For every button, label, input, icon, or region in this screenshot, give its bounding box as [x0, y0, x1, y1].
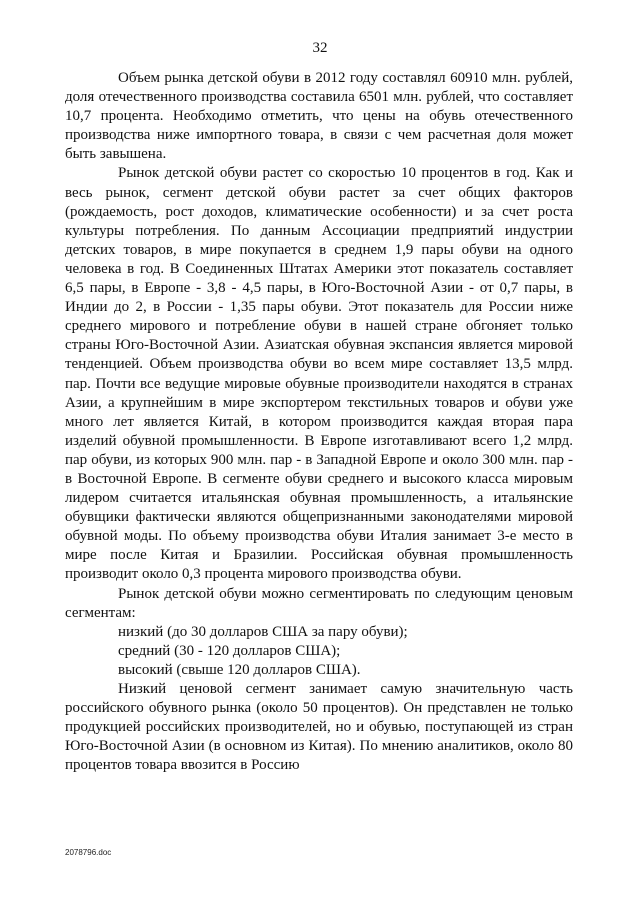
- paragraph-market-volume: Объем рынка детской обуви в 2012 году составлял 60910 млн. рублей, доля отечественного производства составила 6501 млн. рублей, что составляет 10,7 процента. Необходимо отметить, что цены на обувь отечественного производства ниже импортного товара, в связи с чем расчетная доля может быть завышена.: [65, 70, 573, 163]
- paragraph-segmentation-intro: Рынок детской обуви можно сегментировать по следующим ценовым сегментам:: [65, 585, 573, 621]
- footer-filename: 2078796.doc: [65, 848, 112, 857]
- page-number: 32: [312, 40, 328, 56]
- paragraph-low-segment: Низкий ценовой сегмент занимает самую значительную часть российского обувного рынка (около 50 процентов). Он представлен не только продукцией российских производителей, но и обувью, поступающей из стран Юго-Восточной Азии (в основном из Китая). По мнению аналитиков, около 80 процентов товара ввозится в Россию: [65, 681, 573, 774]
- list-item-high-segment: высокий (свыше 120 долларов США).: [118, 661, 361, 678]
- paragraph-market-growth: Рынок детской обуви растет со скоростью 10 процентов в год. Как и весь рынок, сегмент детской обуви растет за счет общих факторов (рождаемость, рост доходов, климатические особенности) и за счет роста культуры потребления. По данным Ассоциации предприятий индустрии детских товаров, в мире покупается в среднем 1,9 пары обуви на одного человека в год. В Соединенных Штатах Америки этот показатель составляет 6,5 пары, в Европе - 3,8 - 4,5 пары, в Юго-Восточной Азии - от 0,7 пары, в Индии до 2, в России - 1,35 пары обуви. Этот показатель для России ниже среднего мирового и потребление обуви в нашей стране обгоняет только страны Юго-Восточной Азии. Азиатская обувная экспансия является мировой тенденцией. Объем производства обуви во всем мире составляет 13,5 млрд. пар. Почти все ведущие мировые обувные производители находятся в странах Азии, а крупнейшим в мире экспортером текстильных товаров и обуви уже много лет является Китай, в котором производится каждая вторая пара изделий обувной промышленности. В Европе изготавливают всего 1,2 млрд. пар обуви, из которых 900 млн. пар - в Западной Европе и около 300 млн. пар - в Восточной Европе. В сегменте обуви среднего и высокого класса мировым лидером считается итальянская обувная промышленность, а итальянские обувщики фактически являются общепризнанными законодателями мировой обувной моды. По объему производства обуви Италия занимает 3-е место в мире после Китая и Бразилии. Российская обувная промышленность производит около 0,3 процента мирового производства обуви.: [65, 165, 573, 583]
- list-item-low-segment: низкий (до 30 долларов США за пару обуви);: [118, 623, 408, 640]
- list-item-medium-segment: средний (30 - 120 долларов США);: [118, 642, 341, 659]
- document-body: [65, 69, 573, 775]
